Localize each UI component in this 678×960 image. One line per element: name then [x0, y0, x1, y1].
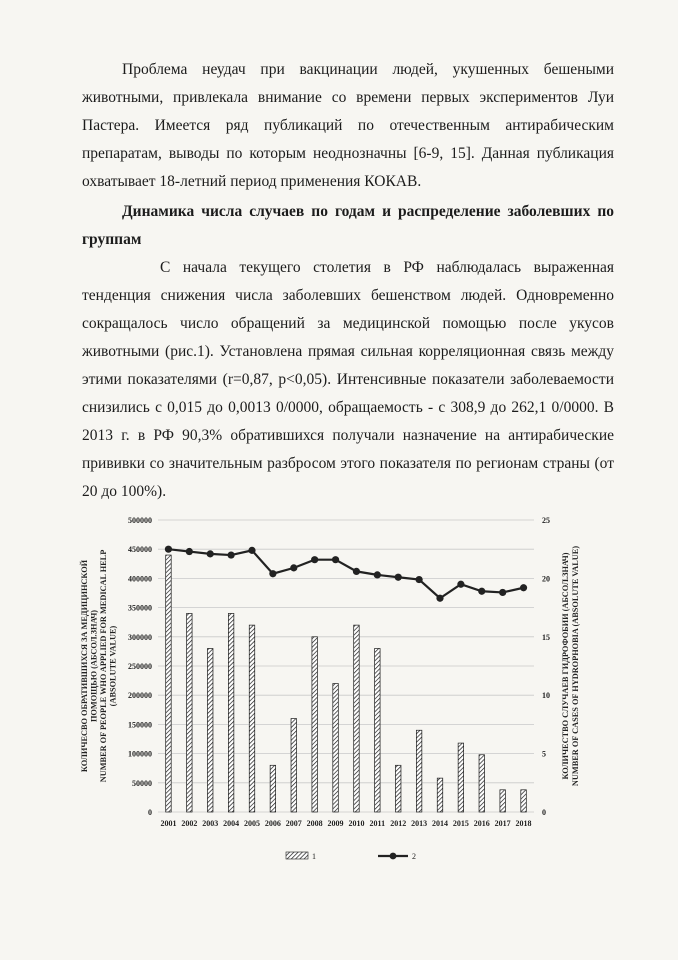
line-point	[186, 548, 193, 555]
x-tick-label: 2018	[515, 819, 532, 828]
line-point	[311, 556, 318, 563]
right-tick-label: 0	[542, 808, 546, 817]
left-tick-label: 250000	[128, 662, 152, 671]
paragraph-dynamics	[82, 254, 614, 506]
line-point	[269, 570, 276, 577]
line-point	[374, 571, 381, 578]
line-point	[457, 581, 464, 588]
legend-label-2: 2	[412, 852, 416, 861]
x-tick-label: 2016	[473, 819, 490, 828]
right-tick-label: 20	[542, 574, 550, 584]
line-point	[228, 551, 235, 558]
bar	[333, 684, 339, 812]
bar	[416, 730, 422, 812]
x-tick-label: 2001	[160, 819, 177, 828]
x-tick-label: 2008	[306, 819, 323, 828]
gridlines	[158, 520, 534, 812]
bar	[479, 755, 485, 812]
x-tick-label: 2003	[202, 819, 219, 828]
left-axis-ticks	[128, 516, 152, 817]
figure-1-chart	[60, 500, 620, 890]
left-axis-title-line: ПОМОЩЬЮ (АБСОЛ.ЗНАЧ)	[89, 609, 99, 723]
bar	[500, 790, 506, 812]
line-point	[353, 568, 360, 575]
x-tick-label: 2015	[452, 819, 469, 828]
x-tick-label: 2004	[223, 819, 240, 828]
chart-legend	[286, 852, 416, 861]
right-tick-label: 25	[542, 516, 550, 525]
paragraph-dynamics-text: С начала текущего столетия в РФ наблюдалась выраженная тенденция снижения числа заболевших бешенством людей. Одновременно сокращалось число обращений за медицинской помощью после укусов животными (рис.1). Установлена прямая сильная корреляционная связь между этими показателями (r=0,87, p<0,05). Интенсивные показатели заболеваемости снизились с 0,015 до 0,0013 0/0000, обращаемость - с 308,9 до 262,1 0/0000. В 2013 г. в РФ 90,3% обратившихся получали назначение на антирабические прививки со значительным разбросом этого показателя по регионам страны (от 20 до 100%).	[82, 259, 614, 500]
line-point	[499, 589, 506, 596]
bar	[270, 765, 276, 812]
bar	[312, 637, 318, 812]
bar-series-1	[166, 555, 527, 812]
right-axis-title	[561, 546, 580, 786]
x-tick-label: 2009	[327, 819, 344, 828]
bar	[291, 719, 297, 812]
bar	[187, 613, 193, 812]
left-tick-label: 150000	[128, 720, 152, 730]
right-axis-title-line: КОЛИЧЕСТВО СЛУЧАЕВ ГИДРОФОБИИ (АБСОЛ.ЗНАЧ)	[561, 552, 570, 780]
left-tick-label: 450000	[128, 545, 152, 555]
series-line	[168, 549, 523, 598]
left-tick-label: 0	[148, 808, 152, 817]
x-tick-label: 2014	[432, 819, 448, 828]
left-tick-label: 400000	[128, 574, 152, 584]
line-point	[395, 574, 402, 581]
left-tick-label: 50000	[132, 778, 152, 788]
bar	[207, 648, 213, 812]
bar	[166, 555, 172, 812]
line-point	[332, 556, 339, 563]
left-tick-label: 350000	[128, 603, 152, 613]
left-tick-label: 500000	[128, 516, 152, 525]
left-axis-title-line: КОЛИЧЕСВО ОБРАТИВШИХСЯ ЗА МЕДИЦИНСКОЙ	[80, 559, 89, 773]
line-point	[248, 547, 255, 554]
x-axis-ticks	[160, 819, 531, 828]
right-axis-title-line: NUMBER OF CASES OF HYDROPHOBIA (ABSOLUTE VALUE)	[571, 545, 580, 787]
bar	[375, 648, 381, 812]
bar	[458, 743, 464, 812]
line-point	[478, 588, 485, 595]
line-point	[165, 546, 172, 553]
x-tick-label: 2011	[369, 819, 386, 828]
bar	[521, 790, 527, 812]
right-axis-ticks	[542, 516, 550, 817]
line-point	[290, 564, 297, 571]
paragraph-intro: Проблема неудач при вакцинации людей, укушенных бешеными животными, привлекала внимание со времени первых экспериментов Луи Пастера. Имеется ряд публикаций по отечественным антирабическим препаратам, выводы по которым неоднозначны [6-9, 15]. Данная публикация охватывает 18-летний период применения КОКАВ.	[82, 61, 614, 190]
bar	[437, 778, 443, 812]
left-axis-title	[80, 550, 118, 783]
line-point	[416, 576, 423, 583]
section-heading: Динамика числа случаев по годам и распределение заболевших по группам	[82, 203, 614, 248]
bar	[249, 625, 255, 812]
x-tick-label: 2012	[390, 819, 407, 828]
right-tick-label: 5	[542, 749, 546, 759]
x-tick-label: 2005	[244, 819, 260, 828]
right-tick-label: 15	[542, 632, 550, 642]
x-tick-label: 2010	[348, 819, 365, 828]
x-tick-label: 2013	[411, 819, 428, 828]
line-point	[520, 584, 527, 591]
legend-swatch-2-marker	[390, 853, 397, 860]
x-tick-label: 2017	[494, 819, 511, 828]
x-tick-label: 2006	[264, 819, 281, 828]
line-point	[207, 550, 214, 557]
x-tick-label: 2007	[285, 819, 302, 828]
left-axis-title-line: (ABSOLUTE VALUE)	[108, 625, 118, 707]
legend-swatch-1	[286, 852, 308, 859]
x-tick-label: 2002	[181, 819, 198, 828]
left-axis-title-line: NUMBER OF PEOPLE WHO APPLIED FOR MEDICAL HELP	[99, 549, 108, 783]
bar	[228, 613, 234, 812]
left-tick-label: 200000	[128, 691, 152, 701]
left-tick-label: 300000	[128, 632, 152, 642]
legend-label-1: 1	[312, 852, 316, 861]
right-tick-label: 10	[542, 691, 550, 701]
left-tick-label: 100000	[128, 749, 152, 759]
bar	[395, 765, 401, 812]
bar	[354, 625, 360, 812]
line-series-2	[165, 546, 527, 602]
line-point	[436, 595, 443, 602]
